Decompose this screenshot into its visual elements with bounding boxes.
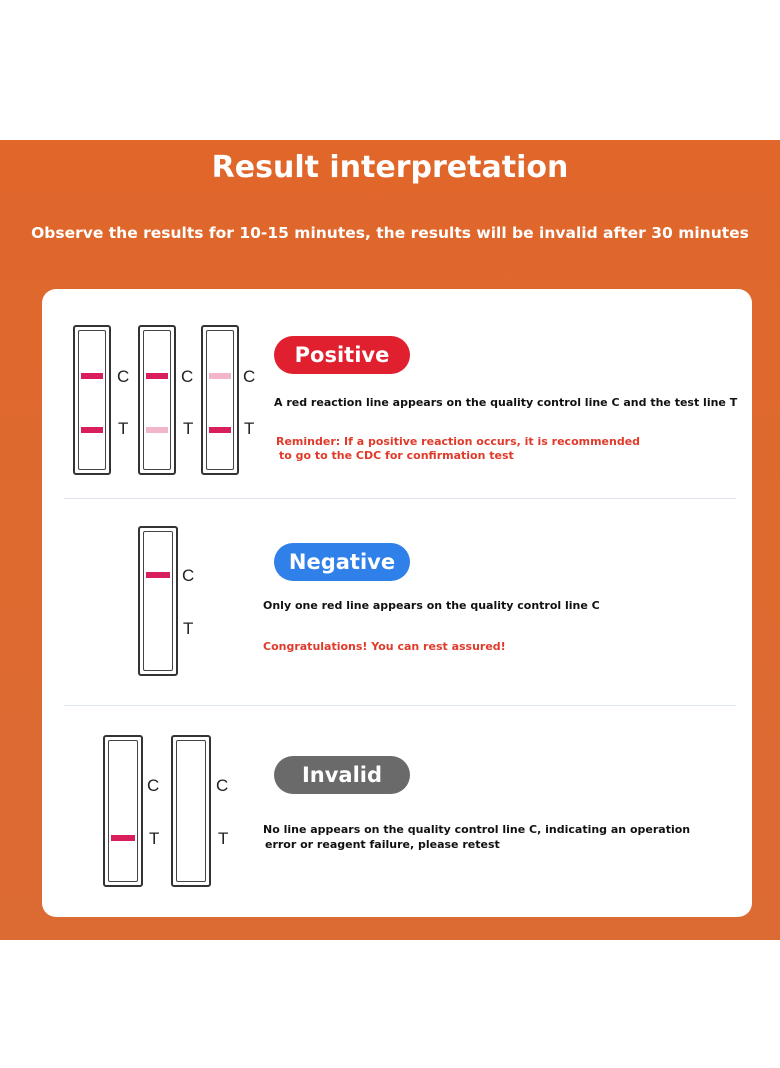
negative-badge: Negative	[274, 543, 410, 581]
test-strip-invalid-1	[103, 735, 143, 887]
results-card	[42, 289, 752, 917]
test-label: T	[218, 829, 229, 848]
invalid-badge: Invalid	[274, 756, 410, 794]
control-label: C	[216, 776, 229, 795]
positive-reminder-line-2: to go to the CDC for confirmation test	[279, 449, 514, 462]
faint-control-line	[209, 373, 231, 379]
section-divider	[64, 705, 736, 706]
test-label: T	[183, 419, 194, 438]
negative-note: Congratulations! You can rest assured!	[263, 640, 506, 653]
positive-badge: Positive	[274, 336, 410, 374]
test-strip-positive-1	[73, 325, 111, 475]
test-label: T	[118, 419, 129, 438]
section-divider	[64, 498, 736, 499]
positive-description: A red reaction line appears on the quality control line C and the test line T	[274, 396, 738, 409]
negative-description: Only one red line appears on the quality control line C	[263, 599, 600, 612]
test-line	[111, 835, 135, 841]
page-subtitle: Observe the results for 10-15 minutes, the results will be invalid after 30 minutes	[31, 224, 749, 242]
invalid-description-line-1: No line appears on the quality control line C, indicating an operation	[263, 823, 691, 836]
control-label: C	[117, 367, 130, 386]
control-label: C	[181, 367, 194, 386]
invalid-description-line-2: error or reagent failure, please retest	[265, 838, 500, 851]
control-line	[146, 373, 168, 379]
control-line	[81, 373, 103, 379]
test-label: T	[149, 829, 160, 848]
test-label: T	[183, 619, 194, 638]
positive-reminder-line-1: Reminder: If a positive reaction occurs, it is recommended	[276, 435, 641, 448]
test-strip-negative	[138, 526, 178, 676]
control-line	[146, 572, 170, 578]
control-label: C	[147, 776, 160, 795]
control-label: C	[182, 566, 195, 585]
test-line	[209, 427, 231, 433]
test-label: T	[244, 419, 255, 438]
test-strip-positive-3	[201, 325, 239, 475]
page-title: Result interpretation	[211, 150, 569, 185]
faint-test-line	[146, 427, 168, 433]
control-label: C	[243, 367, 256, 386]
test-line	[81, 427, 103, 433]
test-strip-positive-2	[138, 325, 176, 475]
test-strip-invalid-2	[171, 735, 211, 887]
